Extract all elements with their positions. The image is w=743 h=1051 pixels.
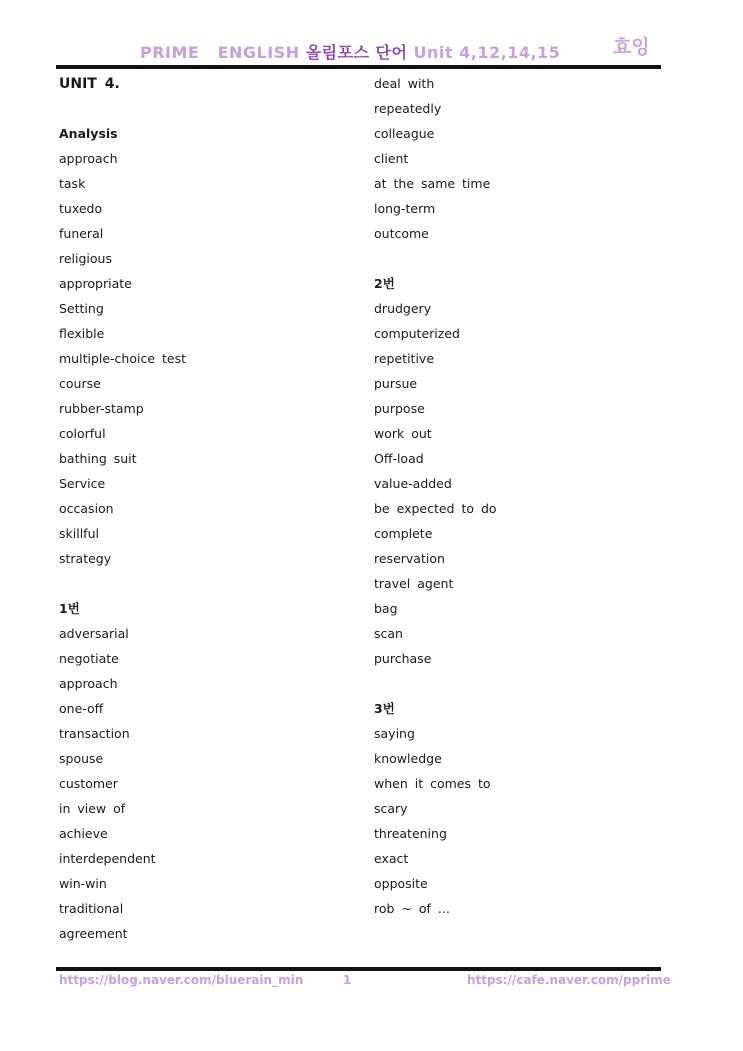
vocab-item: bag (374, 601, 398, 616)
vocab-item: transaction (59, 726, 130, 741)
vocab-item: in view of (59, 801, 126, 816)
vocab-item: bathing suit (59, 451, 137, 466)
vocab-item: client (374, 151, 409, 166)
vocab-item: approach (59, 151, 118, 166)
spacer (374, 675, 654, 700)
section-heading: Analysis (59, 126, 118, 141)
vocab-item: drudgery (374, 301, 432, 316)
vocab-item: purpose (374, 401, 425, 416)
vocab-item: skillful (59, 526, 99, 541)
vocab-item: computerized (374, 326, 460, 341)
header-title-prefix: PRIME ENGLISH (140, 43, 300, 62)
right-word-column (374, 75, 654, 925)
vocab-item: colorful (59, 426, 106, 441)
vocab-item: repeatedly (374, 101, 442, 116)
vocab-item: spouse (59, 751, 104, 766)
vocab-item: traditional (59, 901, 124, 916)
vocab-item: opposite (374, 876, 428, 891)
vocab-item: value-added (374, 476, 452, 491)
vocab-item: repetitive (374, 351, 435, 366)
page-number: 1 (343, 973, 352, 987)
vocab-item: course (59, 376, 101, 391)
vocab-item: colleague (374, 126, 435, 141)
vocab-item: task (59, 176, 86, 191)
section-heading: 3번 (374, 701, 395, 716)
vocab-item: purchase (374, 651, 432, 666)
vocab-item: adversarial (59, 626, 129, 641)
header-title (140, 40, 560, 63)
vocab-item: achieve (59, 826, 108, 841)
spacer (59, 575, 339, 600)
vocab-item: multiple-choice test (59, 351, 187, 366)
bottom-divider (56, 967, 661, 971)
vocab-item: at the same time (374, 176, 491, 191)
vocab-item: complete (374, 526, 433, 541)
vocab-item: approach (59, 676, 118, 691)
vocab-item: threatening (374, 826, 447, 841)
vocab-item: long-term (374, 201, 436, 216)
spacer (374, 250, 654, 275)
vocab-item: scan (374, 626, 403, 641)
vocab-item: religious (59, 251, 112, 266)
vocab-item: appropriate (59, 276, 132, 291)
vocab-item: deal with (374, 76, 435, 91)
vocab-item: knowledge (374, 751, 442, 766)
vocab-item: pursue (374, 376, 418, 391)
vocab-item: occasion (59, 501, 114, 516)
vocab-item: saying (374, 726, 415, 741)
page-footer (0, 973, 743, 993)
vocab-item: flexible (59, 326, 105, 341)
vocab-item: travel agent (374, 576, 454, 591)
vocab-item: negotiate (59, 651, 119, 666)
vocab-item: tuxedo (59, 201, 103, 216)
unit-title: UNIT 4. (59, 76, 120, 92)
vocab-item: Service (59, 476, 106, 491)
left-word-column (59, 75, 339, 950)
section-heading: 2번 (374, 276, 395, 291)
vocab-item: funeral (59, 226, 104, 241)
vocab-item: be expected to do (374, 501, 497, 516)
header-title-suffix: Unit 4,12,14,15 (413, 43, 561, 62)
vocab-item: customer (59, 776, 118, 791)
header-author: 효잉 (613, 36, 650, 58)
spacer (59, 100, 339, 125)
vocab-item: exact (374, 851, 409, 866)
vocab-item: when it comes to (374, 776, 491, 791)
vocab-item: rob ~ of ... (374, 901, 450, 916)
vocab-item: rubber-stamp (59, 401, 144, 416)
vocab-item: win-win (59, 876, 107, 891)
page-header (0, 32, 743, 62)
vocab-item: work out (374, 426, 432, 441)
vocab-item: strategy (59, 551, 112, 566)
vocab-item: one-off (59, 701, 104, 716)
vocab-item: Off-load (374, 451, 424, 466)
vocab-item: scary (374, 801, 408, 816)
vocab-item: Setting (59, 301, 104, 316)
vocab-item: reservation (374, 551, 445, 566)
top-divider (56, 65, 661, 69)
cafe-link[interactable]: https://cafe.naver.com/pprime (467, 973, 671, 987)
vocab-item: interdependent (59, 851, 156, 866)
header-title-korean: 올림포스 단어 (305, 43, 408, 62)
vocab-item: agreement (59, 926, 128, 941)
vocab-item: outcome (374, 226, 429, 241)
blog-link[interactable]: https://blog.naver.com/bluerain_min (59, 973, 304, 987)
section-heading: 1번 (59, 601, 80, 616)
